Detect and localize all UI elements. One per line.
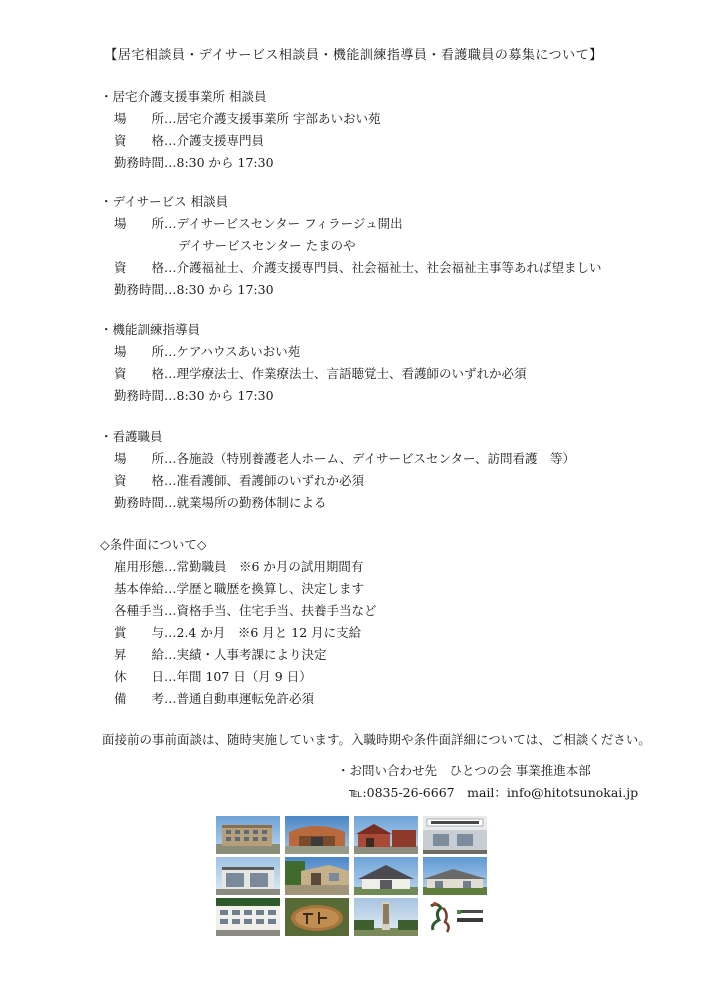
detail-line: 資 格…准看護師、看護師のいずれか必須 [114,473,365,488]
detail-line: 資 格…介護福祉士、介護支援専門員、社会福祉士、社会福祉主事等あれば望ましい [114,260,602,275]
facility-photo [285,816,349,854]
facility-photo [216,857,280,895]
page-title: 【居宅相談員・デイサービス相談員・機能訓練指導員・看護職員の募集について】 [104,48,603,63]
detail-line: デイサービスセンター たまのや [178,238,356,253]
section-heading: ・機能訓練指導員 [100,322,201,337]
detail-line: 勤務時間…就業場所の勤務体制による [114,495,327,510]
section-kyotaku [100,86,660,174]
detail-line: 休 日…年間 107 日（月 9 日） [114,669,312,684]
facility-photo [285,857,349,895]
detail-line: 昇 給…実績・人事考課により決定 [114,647,327,662]
facility-photo [216,898,280,936]
interview-notice: 面接前の事前面談は、随時実施しています。入職時期や条件面詳細については、ご相談ください。 [102,732,651,747]
section-kinou [100,319,660,407]
facility-photo [423,857,487,895]
organization-logo [423,898,487,936]
section-heading: ◇条件面について◇ [100,537,207,552]
section-heading: ・居宅介護支援事業所 相談員 [100,89,267,104]
facility-photo [216,816,280,854]
detail-line: 場 所…ケアハウスあいおい苑 [114,344,301,359]
detail-line: 備 考…普通自動車運転免許必須 [114,691,315,706]
detail-line: 雇用形態…常勤職員 ※6 か月の試用期間有 [114,559,364,574]
detail-line: 場 所…居宅介護支援事業所 宇部あいおい苑 [114,111,381,126]
section-conditions [100,534,660,710]
facility-photo [423,816,487,854]
detail-line: 賞 与…2.4 か月 ※6 月と 12 月に支給 [114,625,362,640]
section-kango [100,426,660,514]
facility-photo [354,857,418,895]
detail-line: 勤務時間…8:30 から 17:30 [114,155,274,170]
contact-heading: ・お問い合わせ先 ひとつの会 事業推進本部 [337,763,591,778]
facility-photo [285,898,349,936]
facility-photo [354,816,418,854]
contact-phone-mail: ℡:0835-26-6667 mail：info@hitotsunokai.jp [349,785,639,800]
section-heading: ・デイサービス 相談員 [100,194,229,209]
contact-block [337,760,638,804]
detail-line: 勤務時間…8:30 から 17:30 [114,282,274,297]
detail-line: 資 格…理学療法士、作業療法士、言語聴覚士、看護師のいずれか必須 [114,366,527,381]
detail-line: 基本俸給…学歴と職歴を換算し、決定します [114,581,365,596]
detail-line: 場 所…各施設（特別養護老人ホーム、デイサービスセンター、訪問看護 等） [114,451,576,466]
section-heading: ・看護職員 [100,429,163,444]
detail-line: 勤務時間…8:30 から 17:30 [114,388,274,403]
detail-line: 資 格…介護支援専門員 [114,133,265,148]
detail-line: 場 所…デイサービスセンター フィラージュ開出 [114,216,403,231]
section-dayservice [100,191,660,301]
detail-line: 各種手当…資格手当、住宅手当、扶養手当など [114,603,377,618]
facility-photo-grid [216,816,488,936]
facility-photo [354,898,418,936]
